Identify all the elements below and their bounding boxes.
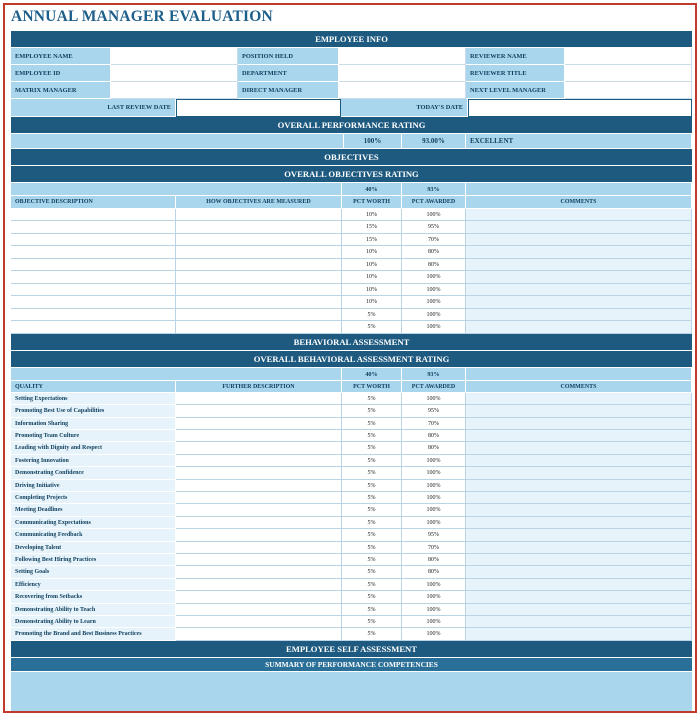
behavioral-total-awarded: 93% — [402, 368, 466, 381]
pct-awarded-cell[interactable]: 70% — [402, 418, 466, 430]
column-header: OBJECTIVE DESCRIPTION — [11, 196, 176, 209]
pct-awarded-cell[interactable]: 100% — [402, 604, 466, 616]
pct-worth-cell[interactable]: 5% — [342, 455, 402, 467]
quality-label: Promoting the Brand and Best Business Practices — [11, 628, 176, 640]
column-header: COMMENTS — [466, 196, 692, 209]
pct-worth-cell[interactable]: 10% — [342, 296, 402, 309]
column-header: COMMENTS — [466, 381, 692, 393]
objective-measure-cell[interactable] — [176, 296, 342, 309]
pct-awarded-cell[interactable]: 80% — [402, 259, 466, 272]
column-header: PCT WORTH — [342, 196, 402, 209]
pct-awarded-cell[interactable]: 100% — [402, 517, 466, 529]
todays-date-field[interactable] — [468, 99, 692, 117]
pct-awarded-cell[interactable]: 100% — [402, 321, 466, 334]
comments-cell[interactable] — [466, 628, 692, 640]
behavioral-table — [11, 381, 692, 641]
quality-label: Promoting Team Culture — [11, 430, 176, 442]
comments-cell[interactable] — [466, 430, 692, 442]
column-header: HOW OBJECTIVES ARE MEASURED — [176, 196, 342, 209]
pct-awarded-cell[interactable]: 100% — [402, 591, 466, 603]
comments-cell[interactable] — [466, 467, 692, 479]
overall-performance-header: OVERALL PERFORMANCE RATING — [11, 117, 692, 134]
objective-measure-cell[interactable] — [176, 246, 342, 259]
pct-awarded-cell[interactable]: 100% — [402, 309, 466, 322]
overall-behavioral-header: OVERALL BEHAVIORAL ASSESSMENT RATING — [11, 351, 692, 368]
pct-worth-cell[interactable]: 5% — [342, 616, 402, 628]
evaluation-sheet — [11, 31, 692, 712]
comments-cell[interactable] — [466, 529, 692, 541]
behavioral-total-spacer — [11, 368, 342, 381]
quality-label: Efficiency — [11, 579, 176, 591]
reviewer-title-label: REVIEWER TITLE — [466, 65, 565, 82]
quality-label: Demonstrating Ability to Teach — [11, 604, 176, 616]
pct-awarded-cell[interactable]: 100% — [402, 480, 466, 492]
last-review-date-field[interactable] — [176, 99, 341, 117]
quality-label: Recovering from Setbacks — [11, 591, 176, 603]
pct-worth-cell[interactable]: 5% — [342, 393, 402, 405]
pct-worth-cell[interactable]: 10% — [342, 284, 402, 297]
further-description-cell[interactable] — [176, 628, 342, 640]
objective-description-cell[interactable] — [11, 309, 176, 322]
comments-cell[interactable] — [466, 480, 692, 492]
comments-cell[interactable] — [466, 566, 692, 578]
pct-awarded-cell[interactable]: 95% — [402, 221, 466, 234]
comments-cell[interactable] — [466, 284, 692, 297]
comments-cell[interactable] — [466, 591, 692, 603]
pct-awarded-cell[interactable]: 80% — [402, 442, 466, 454]
further-description-cell[interactable] — [176, 504, 342, 516]
objective-measure-cell[interactable] — [176, 271, 342, 284]
overall-awarded: 93.00% — [402, 134, 466, 149]
pct-worth-cell[interactable]: 5% — [342, 430, 402, 442]
quality-label: Setting Goals — [11, 566, 176, 578]
behavioral-total-worth: 40% — [342, 368, 402, 381]
overall-rating: EXCELLENT — [466, 134, 692, 149]
pct-worth-cell[interactable]: 5% — [342, 579, 402, 591]
pct-worth-cell[interactable]: 5% — [342, 604, 402, 616]
department-label: DEPARTMENT — [238, 65, 339, 82]
reviewer-name-label: REVIEWER NAME — [466, 48, 565, 65]
pct-awarded-cell[interactable]: 100% — [402, 628, 466, 640]
reviewer-name-field[interactable] — [565, 48, 692, 65]
comments-cell[interactable] — [466, 209, 692, 222]
further-description-cell[interactable] — [176, 480, 342, 492]
comments-cell[interactable] — [466, 271, 692, 284]
position-held-field[interactable] — [339, 48, 466, 65]
comments-cell[interactable] — [466, 221, 692, 234]
comments-cell[interactable] — [466, 492, 692, 504]
pct-worth-cell[interactable]: 5% — [342, 566, 402, 578]
comments-cell[interactable] — [466, 517, 692, 529]
pct-worth-cell[interactable]: 5% — [342, 467, 402, 479]
further-description-cell[interactable] — [176, 467, 342, 479]
pct-worth-cell[interactable]: 10% — [342, 271, 402, 284]
pct-awarded-cell[interactable]: 100% — [402, 504, 466, 516]
pct-worth-cell[interactable]: 5% — [342, 554, 402, 566]
comments-cell[interactable] — [466, 504, 692, 516]
pct-awarded-cell[interactable]: 100% — [402, 284, 466, 297]
further-description-cell[interactable] — [176, 616, 342, 628]
column-header: PCT WORTH — [342, 381, 402, 393]
pct-worth-cell[interactable]: 5% — [342, 321, 402, 334]
comments-cell[interactable] — [466, 259, 692, 272]
further-description-cell[interactable] — [176, 529, 342, 541]
objectives-total-row — [11, 183, 692, 196]
pct-awarded-cell[interactable]: 100% — [402, 579, 466, 591]
behavioral-total-row — [11, 368, 692, 381]
quality-label: Promoting Best Use of Capabilities — [11, 405, 176, 417]
summary-competencies-header: SUMMARY OF PERFORMANCE COMPETENCIES — [11, 658, 692, 672]
pct-awarded-cell[interactable]: 95% — [402, 405, 466, 417]
objectives-table — [11, 196, 692, 334]
behavioral-total-comments — [466, 368, 692, 381]
pct-worth-cell[interactable]: 5% — [342, 405, 402, 417]
objectives-total-spacer — [11, 183, 342, 196]
pct-awarded-cell[interactable]: 100% — [402, 616, 466, 628]
further-description-cell[interactable] — [176, 405, 342, 417]
quality-label: Communicating Expectations — [11, 517, 176, 529]
comments-cell[interactable] — [466, 604, 692, 616]
comments-cell[interactable] — [466, 234, 692, 247]
overall-worth: 100% — [344, 134, 402, 149]
pct-awarded-cell[interactable]: 100% — [402, 271, 466, 284]
objective-description-cell[interactable] — [11, 234, 176, 247]
objective-description-cell[interactable] — [11, 321, 176, 334]
further-description-cell[interactable] — [176, 554, 342, 566]
employee-id-field[interactable] — [111, 65, 238, 82]
pct-worth-cell[interactable]: 5% — [342, 309, 402, 322]
pct-awarded-cell[interactable]: 100% — [402, 467, 466, 479]
further-description-cell[interactable] — [176, 393, 342, 405]
direct-manager-label: DIRECT MANAGER — [238, 82, 339, 99]
further-description-cell[interactable] — [176, 418, 342, 430]
comments-cell[interactable] — [466, 393, 692, 405]
further-description-cell[interactable] — [176, 604, 342, 616]
quality-label: Information Sharing — [11, 418, 176, 430]
reviewer-title-field[interactable] — [565, 65, 692, 82]
objective-measure-cell[interactable] — [176, 234, 342, 247]
pct-worth-cell[interactable]: 5% — [342, 517, 402, 529]
further-description-cell[interactable] — [176, 442, 342, 454]
next-level-manager-field[interactable] — [565, 82, 692, 99]
objective-description-cell[interactable] — [11, 271, 176, 284]
further-description-cell[interactable] — [176, 430, 342, 442]
comments-cell[interactable] — [466, 418, 692, 430]
objective-description-cell[interactable] — [11, 221, 176, 234]
pct-worth-cell[interactable]: 15% — [342, 221, 402, 234]
objective-description-cell[interactable] — [11, 246, 176, 259]
pct-awarded-cell[interactable]: 100% — [402, 209, 466, 222]
comments-cell[interactable] — [466, 616, 692, 628]
objectives-header: OBJECTIVES — [11, 149, 692, 166]
pct-worth-cell[interactable]: 5% — [342, 529, 402, 541]
quality-label: Developing Talent — [11, 542, 176, 554]
objective-measure-cell[interactable] — [176, 259, 342, 272]
pct-awarded-cell[interactable]: 80% — [402, 566, 466, 578]
comments-cell[interactable] — [466, 442, 692, 454]
pct-worth-cell[interactable]: 5% — [342, 492, 402, 504]
quality-label: Following Best Hiring Practices — [11, 554, 176, 566]
pct-worth-cell[interactable]: 5% — [342, 480, 402, 492]
further-description-cell[interactable] — [176, 492, 342, 504]
objectives-total-comments — [466, 183, 692, 196]
pct-awarded-cell[interactable]: 70% — [402, 542, 466, 554]
further-description-cell[interactable] — [176, 517, 342, 529]
comments-cell[interactable] — [466, 296, 692, 309]
page-title: ANNUAL MANAGER EVALUATION — [11, 8, 273, 25]
quality-label: Setting Expectations — [11, 393, 176, 405]
pct-awarded-cell[interactable]: 100% — [402, 455, 466, 467]
todays-date-label: TODAY'S DATE — [341, 99, 468, 117]
pct-awarded-cell[interactable]: 70% — [402, 234, 466, 247]
department-field[interactable] — [339, 65, 466, 82]
pct-worth-cell[interactable]: 10% — [342, 246, 402, 259]
objective-description-cell[interactable] — [11, 296, 176, 309]
spreadsheet-frame — [3, 3, 697, 713]
employee-info-row — [11, 82, 692, 99]
pct-awarded-cell[interactable]: 100% — [402, 393, 466, 405]
quality-label: Fostering Innovation — [11, 455, 176, 467]
pct-worth-cell[interactable]: 10% — [342, 259, 402, 272]
objectives-total-awarded: 93% — [402, 183, 466, 196]
pct-worth-cell[interactable]: 5% — [342, 628, 402, 640]
objective-measure-cell[interactable] — [176, 321, 342, 334]
employee-name-label: EMPLOYEE NAME — [11, 48, 111, 65]
further-description-cell[interactable] — [176, 591, 342, 603]
pct-worth-cell[interactable]: 10% — [342, 209, 402, 222]
comments-cell[interactable] — [466, 321, 692, 334]
next-level-manager-label: NEXT LEVEL MANAGER — [466, 82, 565, 99]
pct-awarded-cell[interactable]: 80% — [402, 246, 466, 259]
objective-description-cell[interactable] — [11, 259, 176, 272]
employee-id-label: EMPLOYEE ID — [11, 65, 111, 82]
objectives-total-worth: 40% — [342, 183, 402, 196]
further-description-cell[interactable] — [176, 579, 342, 591]
quality-label: Leading with Dignity and Respect — [11, 442, 176, 454]
matrix-manager-field[interactable] — [111, 82, 238, 99]
pct-awarded-cell[interactable]: 95% — [402, 529, 466, 541]
column-header: QUALITY — [11, 381, 176, 393]
comments-cell[interactable] — [466, 309, 692, 322]
quality-label: Demonstrating Confidence — [11, 467, 176, 479]
quality-label: Driving Initiative — [11, 480, 176, 492]
further-description-cell[interactable] — [176, 455, 342, 467]
employee-info-row — [11, 65, 692, 82]
pct-worth-cell[interactable]: 5% — [342, 442, 402, 454]
column-header: PCT AWARDED — [402, 381, 466, 393]
self-assessment-header: EMPLOYEE SELF ASSESSMENT — [11, 641, 692, 658]
comments-cell[interactable] — [466, 579, 692, 591]
pct-worth-cell[interactable]: 5% — [342, 542, 402, 554]
objective-measure-cell[interactable] — [176, 284, 342, 297]
pct-awarded-cell[interactable]: 100% — [402, 492, 466, 504]
overall-spacer — [11, 134, 344, 149]
pct-worth-cell[interactable]: 5% — [342, 418, 402, 430]
matrix-manager-label: MATRIX MANAGER — [11, 82, 111, 99]
quality-label: Communicating Feedback — [11, 529, 176, 541]
self-assessment-area[interactable] — [11, 672, 692, 712]
objective-measure-cell[interactable] — [176, 309, 342, 322]
further-description-cell[interactable] — [176, 542, 342, 554]
employee-name-field[interactable] — [111, 48, 238, 65]
behavioral-header: BEHAVIORAL ASSESSMENT — [11, 334, 692, 351]
employee-info-row — [11, 48, 692, 65]
quality-label: Completing Projects — [11, 492, 176, 504]
comments-cell[interactable] — [466, 554, 692, 566]
pct-awarded-cell[interactable]: 100% — [402, 296, 466, 309]
comments-cell[interactable] — [466, 246, 692, 259]
further-description-cell[interactable] — [176, 566, 342, 578]
column-header: PCT AWARDED — [402, 196, 466, 209]
comments-cell[interactable] — [466, 405, 692, 417]
objective-description-cell[interactable] — [11, 209, 176, 222]
review-date-row — [11, 99, 692, 117]
employee-info-header: EMPLOYEE INFO — [11, 31, 692, 48]
pct-awarded-cell[interactable]: 80% — [402, 554, 466, 566]
overall-performance-row — [11, 134, 692, 149]
objective-measure-cell[interactable] — [176, 221, 342, 234]
last-review-date-label: LAST REVIEW DATE — [11, 99, 176, 117]
column-header: FURTHER DESCRIPTION — [176, 381, 342, 393]
comments-cell[interactable] — [466, 455, 692, 467]
pct-worth-cell[interactable]: 5% — [342, 504, 402, 516]
direct-manager-field[interactable] — [339, 82, 466, 99]
pct-worth-cell[interactable]: 15% — [342, 234, 402, 247]
overall-objectives-header: OVERALL OBJECTIVES RATING — [11, 166, 692, 183]
quality-label: Demonstrating Ability to Learn — [11, 616, 176, 628]
pct-awarded-cell[interactable]: 80% — [402, 430, 466, 442]
objective-measure-cell[interactable] — [176, 209, 342, 222]
comments-cell[interactable] — [466, 542, 692, 554]
position-held-label: POSITION HELD — [238, 48, 339, 65]
pct-worth-cell[interactable]: 5% — [342, 591, 402, 603]
quality-label: Meeting Deadlines — [11, 504, 176, 516]
objective-description-cell[interactable] — [11, 284, 176, 297]
